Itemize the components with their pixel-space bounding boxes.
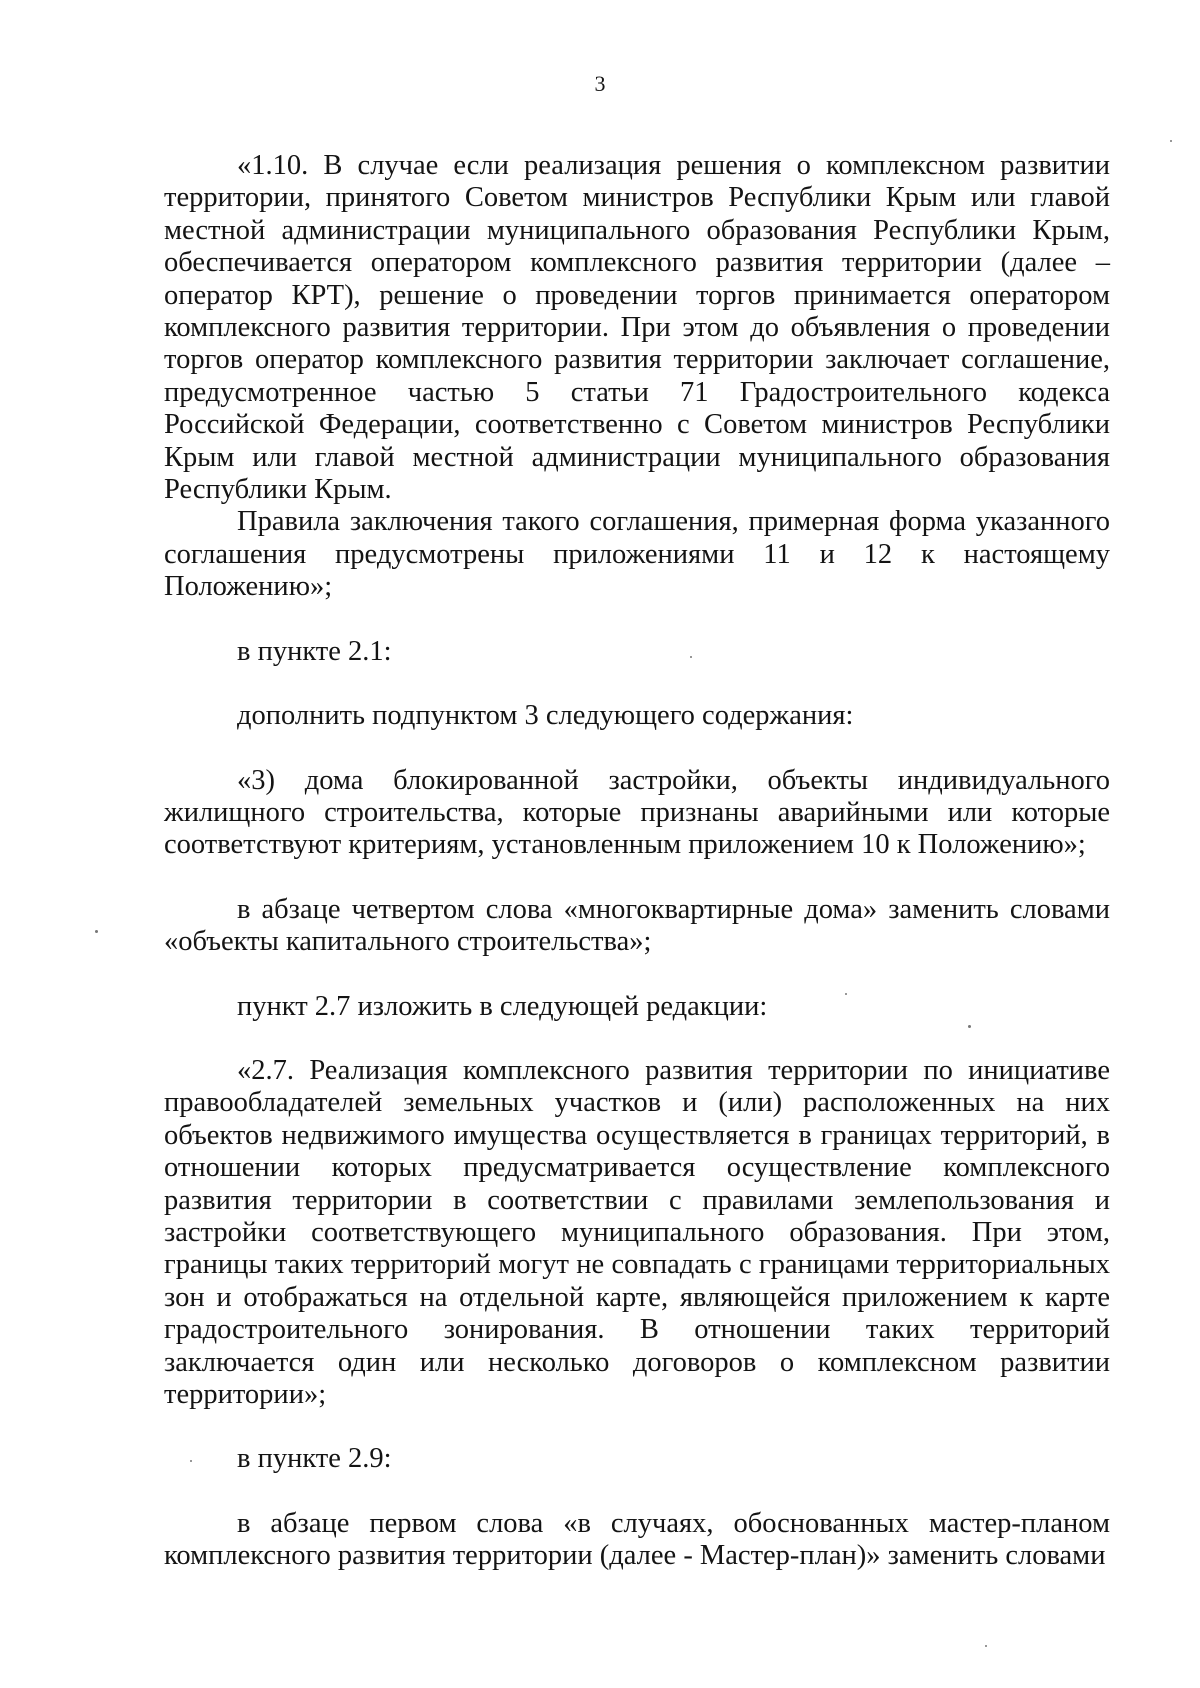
scan-speck: [968, 1025, 971, 1028]
scan-speck: [190, 1460, 192, 1462]
scan-speck: [1170, 140, 1172, 142]
paragraph-point-2-1: в пункте 2.1:: [237, 635, 392, 667]
paragraph-first-abzac: в абзаце первом слова «в случаях, обоснованных мастер-планом комплексного развития территории (далее - Мастер-план)» заменить словами: [164, 1507, 1110, 1572]
document-body: [164, 150, 1110, 1573]
paragraph-point-2-7-intro: пункт 2.7 изложить в следующей редакции:: [237, 990, 768, 1022]
scan-speck: [690, 656, 692, 658]
scan-speck: [95, 930, 98, 933]
page-number: 3: [594, 71, 606, 96]
scan-speck: [985, 1645, 987, 1647]
paragraph-1-10: «1.10. В случае если реализация решения о комплексном развитии территории, принятого Советом министров Республики Крым или главой местной администрации муниципального образования Республики Крым, обеспечивается оператором комплексного развития территории (далее – оператор КРТ), решение о проведении торгов принимается оператором комплексного развития территории. При этом до объявления о проведении торгов оператор комплексного развития территории заключает соглашение, предусмотренное частью 5 статьи 71 Градостроительного кодекса Российской Федерации, соответственно с Советом министров Республики Крым или главой местной администрации муниципального образования Республики Крым.: [164, 150, 1110, 506]
paragraph-fourth-abzac: в абзаце четвертом слова «многоквартирные дома» заменить словами «объекты капитального строительства»;: [164, 893, 1110, 958]
paragraph-rules: Правила заключения такого соглашения, примерная форма указанного соглашения предусмотрены приложениями 11 и 12 к настоящему Положению»;: [164, 506, 1110, 603]
paragraph-add-subpoint: дополнить подпунктом 3 следующего содержания:: [237, 700, 854, 732]
scan-speck: [845, 993, 847, 995]
paragraph-subpoint-3: «3) дома блокированной застройки, объекты индивидуального жилищного строительства, которые признаны аварийными или которые соответствуют критериям, установленным приложением 10 к Положению»;: [164, 764, 1110, 861]
paragraph-point-2-9: в пункте 2.9:: [237, 1443, 392, 1475]
paragraph-2-7: «2.7. Реализация комплексного развития территории по инициативе правообладателей земельных участков и (или) расположенных на них объектов недвижимого имущества осуществляется в границах территорий, в отношении которых предусматривается осуществление комплексного развития территории в соответствии с правилами землепользования и застройки соответствующего муниципального образования. При этом, границы таких территорий могут не совпадать с границами территориальных зон и отображаться на отдельной карте, являющейся приложением к карте градостроительного зонирования. В отношении таких территорий заключается один или несколько договоров о комплексном развитии территории»;: [164, 1054, 1110, 1410]
